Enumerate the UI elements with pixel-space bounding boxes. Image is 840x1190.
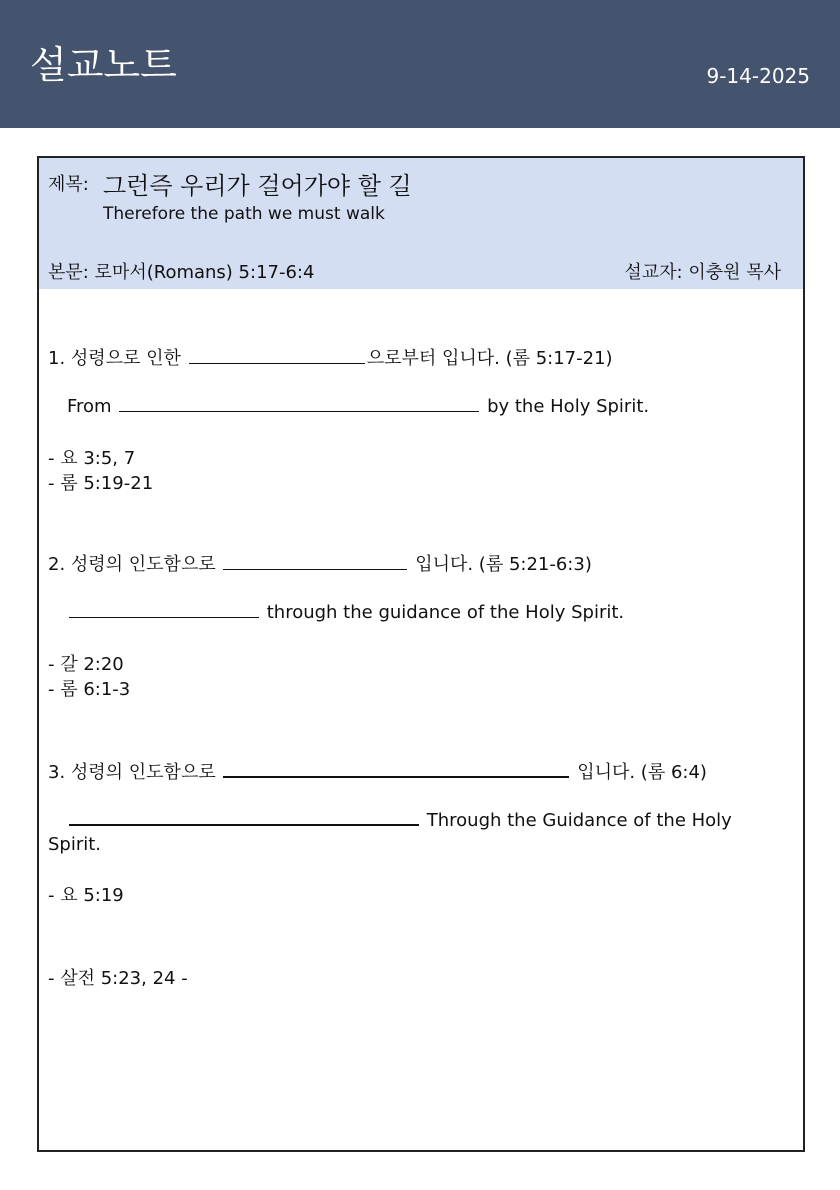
sermon-date: 9-14-2025 — [706, 64, 810, 88]
point-2-en — [67, 602, 624, 623]
point-1-ko-blank[interactable] — [189, 362, 365, 364]
point-3-ko-suffix: 입니다. (롬 6:4) — [577, 762, 707, 783]
point-2-ref-1: - 갈 2:20 — [48, 654, 124, 675]
point-3-ref-1: - 요 5:19 — [48, 885, 124, 906]
point-3-en — [67, 810, 732, 831]
point-1-en-blank[interactable] — [119, 410, 479, 412]
title-label: 제목: — [48, 174, 89, 195]
point-3-ko — [48, 758, 707, 784]
preacher: 설교자: 이충원 목사 — [624, 262, 781, 283]
point-1-en-suffix: by the Holy Spirit. — [487, 396, 650, 417]
header-bar — [0, 0, 840, 128]
point-2-ko — [48, 550, 592, 576]
notes-frame — [37, 156, 805, 1152]
point-3-en-suffix: Through the Guidance of the Holy — [426, 810, 732, 831]
point-1-en-prefix: From — [67, 396, 112, 417]
point-2-en-suffix: through the guidance of the Holy Spirit. — [266, 602, 625, 623]
sermon-info-box — [39, 158, 803, 289]
point-2-ko-suffix: 입니다. (롬 5:21-6:3) — [415, 554, 592, 575]
point-1-ref-2: - 롬 5:19-21 — [48, 473, 154, 494]
point-2-ko-prefix: 2. 성령의 인도함으로 — [48, 554, 216, 575]
point-1-ko-suffix: 으로부터 입니다. (롬 5:17-21) — [366, 348, 613, 369]
point-3-en-blank[interactable] — [69, 823, 419, 826]
point-2-en-blank[interactable] — [69, 616, 259, 618]
scripture-text: 본문: 로마서(Romans) 5:17-6:4 — [48, 262, 315, 283]
point-3-ko-blank[interactable] — [223, 775, 569, 778]
point-3-ko-prefix: 3. 성령의 인도함으로 — [48, 762, 216, 783]
point-1-ko — [48, 344, 613, 370]
sermon-title-en: Therefore the path we must walk — [103, 204, 385, 224]
point-2-ref-2: - 롬 6:1-3 — [48, 679, 131, 700]
point-1-en — [67, 396, 649, 417]
point-2-ko-blank[interactable] — [223, 568, 407, 570]
point-1-ko-prefix: 1. 성령으로 인한 — [48, 348, 181, 369]
point-3-en-wrap: Spirit. — [48, 834, 102, 855]
sermon-title-ko: 그런즉 우리가 걸어가야 할 길 — [103, 172, 412, 200]
page-title: 설교노트 — [30, 43, 177, 87]
point-1-ref-1: - 요 3:5, 7 — [48, 448, 136, 469]
point-3-ref-2: - 살전 5:23, 24 - — [48, 968, 188, 989]
